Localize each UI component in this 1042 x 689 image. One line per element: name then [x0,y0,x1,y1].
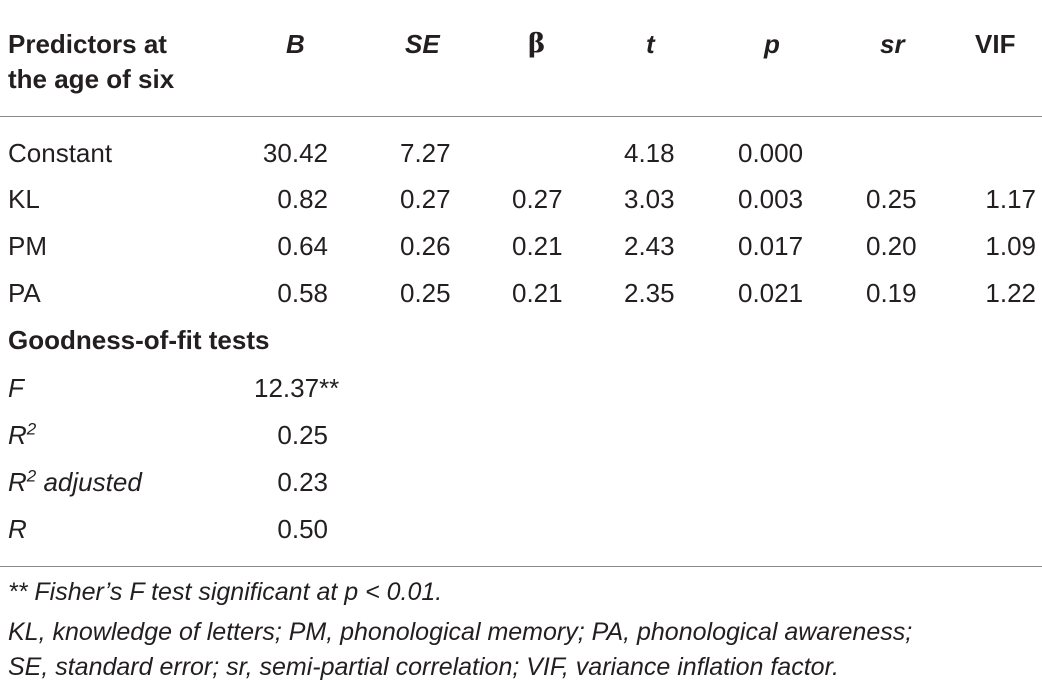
header-se: SE [405,29,440,59]
gof-r2adj-value: 0.23 [277,467,328,497]
cell-pa-p: 0.021 [738,278,804,308]
cell-pm-p: 0.017 [738,231,804,261]
cell-kl-vif: 1.17 [985,184,1036,214]
gof-r2adj-letter: R [8,467,27,497]
header-vif: VIF [975,29,1016,59]
goodness-of-fit-heading: Goodness-of-fit tests [8,325,270,355]
gof-r2-sup: 2 [26,419,37,439]
header-b: B [286,29,305,59]
row-label-kl: KL [8,184,40,214]
cell-kl-sr: 0.25 [866,184,917,214]
row-label-pa: PA [8,278,41,308]
gof-f-label: F [8,373,24,403]
cell-pm-sr: 0.20 [866,231,917,261]
cell-constant-b: 30.42 [262,138,328,168]
cell-pa-b: 0.58 [277,278,328,308]
cell-pa-t: 2.35 [624,278,675,308]
cell-pa-sr: 0.19 [866,278,917,308]
gof-r2adj-sup: 2 [26,466,37,486]
cell-pa-se: 0.25 [400,278,451,308]
cell-constant-se: 7.27 [400,138,451,168]
cell-pa-beta: 0.21 [512,278,563,308]
cell-pm-se: 0.26 [400,231,451,261]
gof-r2-value: 0.25 [277,420,328,450]
gof-r2-label [8,419,36,451]
header-rule [0,116,1042,117]
cell-constant-p: 0.000 [738,138,804,168]
cell-kl-b: 0.82 [277,184,328,214]
header-t: t [646,29,655,59]
header-predictors-line1: Predictors at [8,29,167,59]
cell-pm-vif: 1.09 [985,231,1036,261]
note-significance: ** Fisher’s F test significant at p < 0.01. [8,578,443,606]
cell-pa-vif: 1.22 [985,278,1036,308]
note-abbreviations-2: SE, standard error; sr, semi-partial correlation; VIF, variance inflation factor. [8,653,839,681]
cell-kl-se: 0.27 [400,184,451,214]
note-abbreviations-1: KL, knowledge of letters; PM, phonological memory; PA, phonological awareness; [8,618,913,646]
cell-pm-t: 2.43 [624,231,675,261]
gof-r-label: R [8,514,27,544]
cell-kl-beta: 0.27 [512,184,563,214]
header-predictors-line2: the age of six [8,64,175,94]
row-label-pm: PM [8,231,47,261]
cell-pm-beta: 0.21 [512,231,563,261]
footer-rule [0,566,1042,567]
gof-r-value: 0.50 [277,514,328,544]
cell-constant-t: 4.18 [624,138,675,168]
header-sr: sr [880,29,905,59]
row-label-constant: Constant [8,138,113,168]
gof-r2adj-suffix: adjusted [36,467,142,497]
cell-kl-t: 3.03 [624,184,675,214]
gof-r2adj-label [8,466,142,498]
header-p: p [764,29,780,59]
gof-r2-letter: R [8,420,27,450]
cell-pm-b: 0.64 [277,231,328,261]
gof-f-value: 12.37** [254,373,340,403]
header-beta: β [528,29,546,59]
cell-kl-p: 0.003 [738,184,804,214]
